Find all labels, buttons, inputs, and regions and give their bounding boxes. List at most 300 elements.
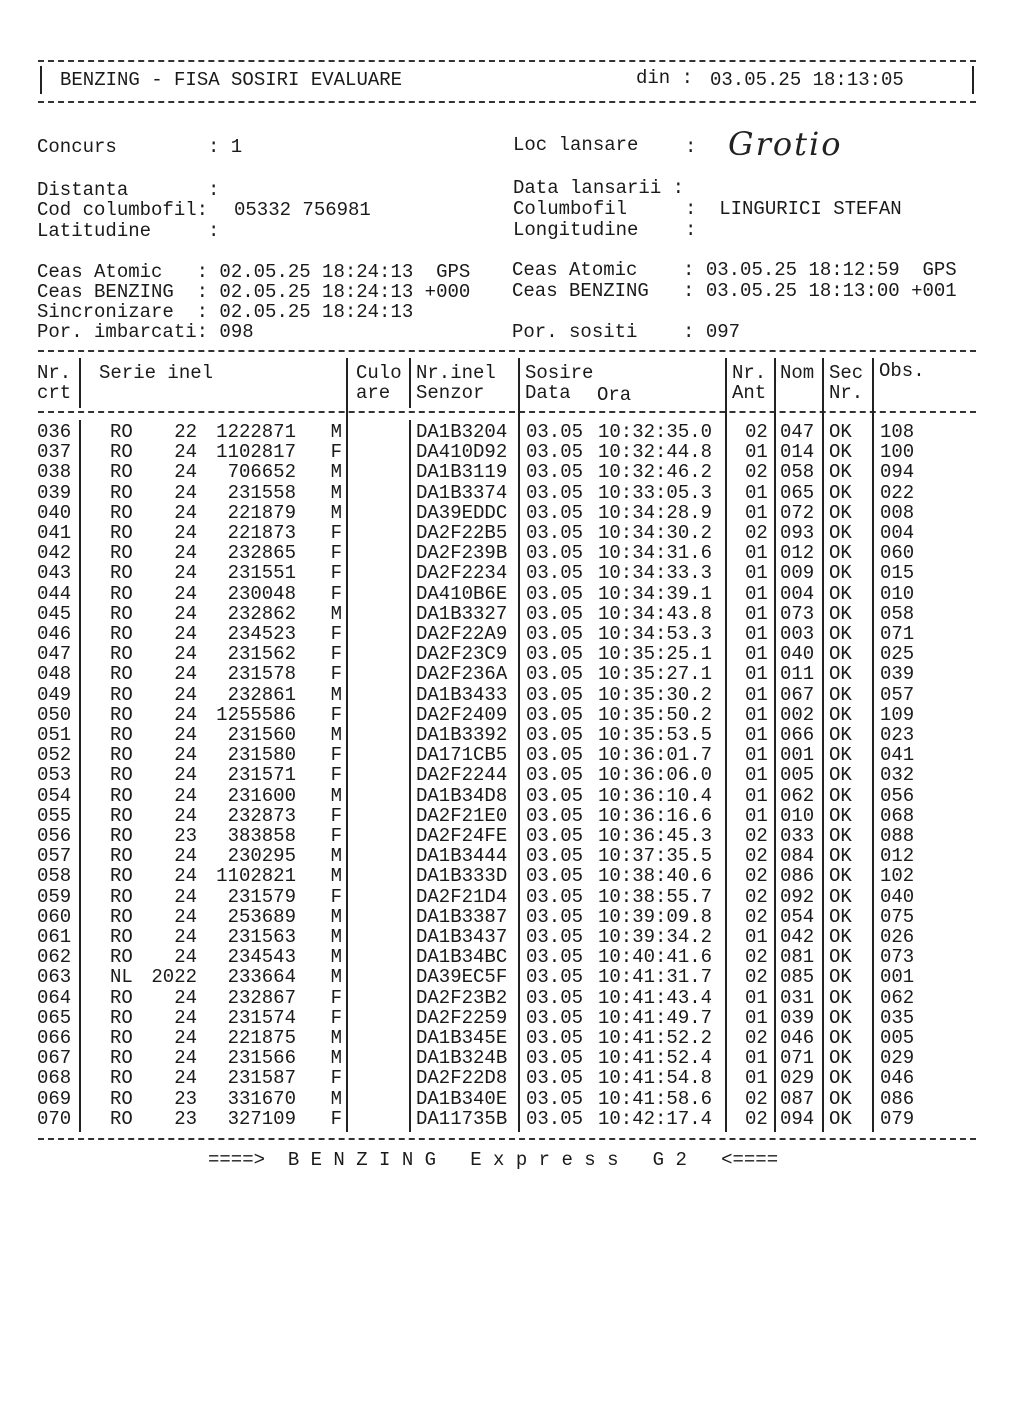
cell-sec: OK (829, 602, 852, 625)
cell-year: 24 (174, 1047, 197, 1070)
cell-obs: 088 (880, 825, 915, 847)
cell-nom: 054 (780, 905, 815, 928)
loc-lansare-sep: : (685, 136, 697, 158)
cell-country: RO (110, 946, 133, 969)
cell-time: 10:36:45.3 (598, 825, 713, 847)
col-separator (409, 358, 411, 408)
cell-date: 03.05 (526, 926, 584, 948)
cell-crt: 044 (37, 582, 72, 605)
cell-sex: F (330, 1107, 342, 1130)
cell-antenna: 02 (745, 905, 768, 928)
footer-brand: ====> B E N Z I N G E x p r e s s G 2 <==== (208, 1149, 779, 1171)
cell-sex: F (330, 663, 342, 686)
cell-obs: 040 (880, 885, 915, 908)
cell-sex: F (330, 885, 342, 908)
cell-obs: 071 (880, 623, 915, 645)
col-separator (346, 358, 348, 1132)
cell-ring-number: 231587 (227, 1067, 296, 1090)
cell-year: 24 (174, 885, 197, 908)
cell-nom: 085 (780, 966, 815, 989)
col-separator (872, 358, 874, 1132)
cell-ring-number: 1102821 (216, 865, 296, 888)
cell-crt: 065 (37, 1006, 72, 1029)
cell-country: RO (110, 865, 133, 888)
cell-country: RO (110, 441, 133, 464)
cell-sec: OK (829, 441, 852, 464)
cell-nom: 029 (780, 1067, 815, 1090)
cell-obs: 100 (880, 441, 915, 464)
col-separator (518, 358, 520, 1132)
cell-obs: 025 (880, 643, 915, 666)
cell-country: RO (110, 764, 133, 787)
cell-ring-number: 231571 (227, 764, 296, 787)
din-label: din : (636, 67, 694, 89)
cell-time: 10:36:01.7 (598, 744, 713, 767)
cell-country: RO (110, 542, 133, 565)
cell-nom: 066 (780, 724, 815, 746)
cell-year: 24 (174, 602, 197, 625)
cell-antenna: 02 (745, 825, 768, 847)
header-right-border (972, 66, 974, 94)
cell-sex: M (330, 946, 342, 969)
left-clock-line: Por. imbarcati: 098 (37, 321, 254, 343)
cell-date: 03.05 (526, 1027, 584, 1049)
cell-country: RO (110, 501, 133, 524)
cell-obs: 079 (880, 1107, 915, 1130)
col-separator (409, 420, 411, 1132)
cell-sensor: DA39EC5F (416, 966, 508, 989)
cell-crt: 070 (37, 1107, 72, 1130)
cell-crt: 049 (37, 683, 72, 706)
document-title: BENZING - FISA SOSIRI EVALUARE (60, 69, 403, 91)
cell-sensor: DA2F22A9 (416, 623, 508, 645)
cell-obs: 086 (880, 1087, 915, 1110)
cell-nom: 009 (780, 562, 815, 585)
cell-crt: 038 (37, 461, 72, 484)
cell-sensor: DA11735B (416, 1107, 508, 1130)
cell-sec: OK (829, 966, 852, 989)
cell-time: 10:32:44.8 (598, 441, 713, 464)
cell-sensor: DA2F239B (416, 542, 508, 565)
table-header-bottom-border (38, 411, 976, 413)
cell-country: RO (110, 663, 133, 686)
cell-ring-number: 383858 (227, 825, 296, 847)
cell-sex: F (330, 582, 342, 605)
cell-date: 03.05 (526, 1107, 584, 1130)
cell-obs: 109 (880, 703, 915, 726)
cell-ring-number: 233664 (227, 966, 296, 989)
cell-ring-number: 231551 (227, 562, 296, 585)
cell-ring-number: 1255586 (216, 703, 296, 726)
cell-date: 03.05 (526, 663, 584, 686)
cell-nom: 067 (780, 683, 815, 706)
cell-ring-number: 232865 (227, 542, 296, 565)
concurs-value: : 1 (208, 136, 243, 158)
cell-time: 10:37:35.5 (598, 845, 713, 868)
cell-antenna: 01 (745, 441, 768, 464)
cell-crt: 036 (37, 421, 72, 443)
cell-antenna: 01 (745, 784, 768, 807)
cell-year: 24 (174, 865, 197, 888)
cell-time: 10:32:46.2 (598, 461, 713, 484)
cell-crt: 048 (37, 663, 72, 686)
cell-time: 10:34:31.6 (598, 542, 713, 565)
cell-time: 10:41:43.4 (598, 986, 713, 1009)
cell-country: RO (110, 602, 133, 625)
cell-time: 10:41:52.4 (598, 1047, 713, 1070)
latitudine-value: : (208, 220, 220, 242)
cell-time: 10:36:06.0 (598, 764, 713, 787)
cell-date: 03.05 (526, 804, 584, 827)
col-header-nom: Nom (780, 362, 815, 384)
cell-obs: 023 (880, 724, 915, 746)
cell-year: 24 (174, 683, 197, 706)
cell-country: RO (110, 703, 133, 726)
cell-nom: 039 (780, 1006, 815, 1029)
cell-sex: F (330, 804, 342, 827)
cell-nom: 073 (780, 602, 815, 625)
cell-country: RO (110, 1067, 133, 1090)
cell-sec: OK (829, 946, 852, 969)
cell-nom: 093 (780, 522, 815, 544)
cell-year: 24 (174, 663, 197, 686)
cell-country: NL (110, 966, 133, 989)
cell-country: RO (110, 1006, 133, 1029)
cell-obs: 005 (880, 1027, 915, 1049)
cell-date: 03.05 (526, 461, 584, 484)
cell-date: 03.05 (526, 1047, 584, 1070)
cell-nom: 003 (780, 623, 815, 645)
cell-year: 24 (174, 441, 197, 464)
cell-nom: 040 (780, 643, 815, 666)
cell-nom: 071 (780, 1047, 815, 1070)
cell-time: 10:34:39.1 (598, 582, 713, 605)
cell-year: 24 (174, 522, 197, 544)
cell-date: 03.05 (526, 784, 584, 807)
col-header-nrinel: Nr.inel (416, 362, 496, 384)
loc-lansare-handwritten: Grotio (728, 125, 843, 163)
cell-sensor: DA410B6E (416, 582, 508, 605)
cell-sex: F (330, 562, 342, 585)
cell-time: 10:35:50.2 (598, 703, 713, 726)
col-separator (774, 358, 776, 1132)
cell-antenna: 01 (745, 501, 768, 524)
cell-antenna: 01 (745, 1006, 768, 1029)
cell-obs: 102 (880, 865, 915, 888)
cell-date: 03.05 (526, 683, 584, 706)
col-header-are: are (356, 382, 391, 404)
cell-ring-number: 232867 (227, 986, 296, 1009)
cell-sensor: DA1B3119 (416, 461, 508, 484)
cell-time: 10:35:53.5 (598, 724, 713, 746)
cell-time: 10:35:27.1 (598, 663, 713, 686)
cell-crt: 040 (37, 501, 72, 524)
cell-obs: 056 (880, 784, 915, 807)
cell-year: 24 (174, 582, 197, 605)
cell-obs: 073 (880, 946, 915, 969)
cell-sensor: DA1B3374 (416, 481, 508, 504)
cell-crt: 061 (37, 926, 72, 948)
cell-nom: 081 (780, 946, 815, 969)
cod-columbofil-value: 05332 756981 (234, 199, 371, 221)
cell-nom: 046 (780, 1027, 815, 1049)
cell-obs: 010 (880, 582, 915, 605)
din-value: 03.05.25 18:13:05 (710, 69, 904, 91)
cell-date: 03.05 (526, 703, 584, 726)
cell-nom: 033 (780, 825, 815, 847)
cell-antenna: 02 (745, 421, 768, 443)
cell-sex: F (330, 542, 342, 565)
cell-crt: 064 (37, 986, 72, 1009)
cell-country: RO (110, 421, 133, 443)
cell-sex: F (330, 986, 342, 1009)
cell-antenna: 01 (745, 986, 768, 1009)
cell-sensor: DA2F23B2 (416, 986, 508, 1009)
cell-antenna: 01 (745, 1047, 768, 1070)
cell-ring-number: 1102817 (216, 441, 296, 464)
cell-obs: 008 (880, 501, 915, 524)
cell-ring-number: 221875 (227, 1027, 296, 1049)
cell-obs: 058 (880, 602, 915, 625)
cell-sensor: DA1B34D8 (416, 784, 508, 807)
col-separator (822, 358, 824, 1132)
cell-date: 03.05 (526, 602, 584, 625)
cell-nom: 084 (780, 845, 815, 868)
cell-country: RO (110, 683, 133, 706)
cell-crt: 059 (37, 885, 72, 908)
cell-country: RO (110, 1087, 133, 1110)
cell-sex: F (330, 764, 342, 787)
cell-sensor: DA1B345E (416, 1027, 508, 1049)
cell-antenna: 02 (745, 865, 768, 888)
cell-sec: OK (829, 744, 852, 767)
col-header-culo: Culo (356, 362, 402, 384)
cell-sec: OK (829, 1027, 852, 1049)
cell-country: RO (110, 804, 133, 827)
cell-antenna: 01 (745, 623, 768, 645)
cell-antenna: 02 (745, 885, 768, 908)
header-left-border (40, 66, 42, 94)
distanta-value: : (208, 179, 220, 201)
cell-antenna: 01 (745, 602, 768, 625)
cell-time: 10:34:53.3 (598, 623, 713, 645)
cell-obs: 062 (880, 986, 915, 1009)
cell-obs: 029 (880, 1047, 915, 1070)
cell-sex: M (330, 421, 342, 443)
cell-obs: 001 (880, 966, 915, 989)
header-top-border (38, 60, 976, 62)
cell-antenna: 01 (745, 542, 768, 565)
cell-country: RO (110, 643, 133, 666)
longitudine-label: Longitudine (513, 219, 639, 241)
cell-ring-number: 232861 (227, 683, 296, 706)
cell-sex: M (330, 845, 342, 868)
cell-year: 24 (174, 1006, 197, 1029)
cell-country: RO (110, 845, 133, 868)
col-header-ora: Ora (597, 384, 632, 406)
cell-year: 24 (174, 986, 197, 1009)
cell-time: 10:41:52.2 (598, 1027, 713, 1049)
cell-sec: OK (829, 1107, 852, 1130)
cell-sec: OK (829, 623, 852, 645)
cell-sex: M (330, 683, 342, 706)
cell-sensor: DA1B3204 (416, 421, 508, 443)
cell-date: 03.05 (526, 522, 584, 544)
cell-year: 2022 (151, 966, 197, 989)
cell-sec: OK (829, 905, 852, 928)
cell-time: 10:36:10.4 (598, 784, 713, 807)
cell-year: 24 (174, 481, 197, 504)
cell-year: 24 (174, 461, 197, 484)
cell-crt: 054 (37, 784, 72, 807)
cell-crt: 045 (37, 602, 72, 625)
col-header-sec: Sec (829, 362, 864, 384)
columbofil-label: Columbofil (513, 198, 628, 220)
cell-year: 24 (174, 804, 197, 827)
col-header-sosire: Sosire (525, 362, 594, 384)
cell-year: 23 (174, 825, 197, 847)
left-clock-line: Ceas Atomic : 02.05.25 18:24:13 GPS (37, 261, 471, 283)
cell-ring-number: 232873 (227, 804, 296, 827)
cell-antenna: 02 (745, 845, 768, 868)
cell-sensor: DA2F23C9 (416, 643, 508, 666)
cell-country: RO (110, 623, 133, 645)
cell-sensor: DA1B3327 (416, 602, 508, 625)
cell-obs: 075 (880, 905, 915, 928)
right-clock-line: Ceas BENZING : 03.05.25 18:13:00 +001 (512, 280, 957, 302)
cell-year: 24 (174, 1027, 197, 1049)
cell-crt: 067 (37, 1047, 72, 1070)
col-header-serie: Serie inel (99, 362, 214, 384)
cell-sex: M (330, 602, 342, 625)
cell-ring-number: 234523 (227, 623, 296, 645)
cell-year: 24 (174, 724, 197, 746)
cell-year: 24 (174, 703, 197, 726)
cell-date: 03.05 (526, 1067, 584, 1090)
cell-sensor: DA1B324B (416, 1047, 508, 1070)
cell-nom: 002 (780, 703, 815, 726)
cell-sec: OK (829, 986, 852, 1009)
cell-sensor: DA2F21D4 (416, 885, 508, 908)
cell-sec: OK (829, 421, 852, 443)
cell-crt: 052 (37, 744, 72, 767)
cell-nom: 011 (780, 663, 815, 686)
cell-date: 03.05 (526, 421, 584, 443)
cell-year: 24 (174, 562, 197, 585)
cell-sensor: DA1B34BC (416, 946, 508, 969)
cell-antenna: 01 (745, 582, 768, 605)
cell-nom: 005 (780, 764, 815, 787)
cell-sec: OK (829, 643, 852, 666)
cell-nom: 094 (780, 1107, 815, 1130)
cell-sec: OK (829, 764, 852, 787)
cell-antenna: 01 (745, 804, 768, 827)
col-header-nr: Nr. (37, 362, 72, 384)
cell-sec: OK (829, 885, 852, 908)
cell-year: 24 (174, 946, 197, 969)
cell-ring-number: 221879 (227, 501, 296, 524)
cell-nom: 001 (780, 744, 815, 767)
cell-sex: M (330, 724, 342, 746)
cell-year: 23 (174, 1107, 197, 1130)
cell-sec: OK (829, 501, 852, 524)
cell-year: 24 (174, 905, 197, 928)
cell-country: RO (110, 784, 133, 807)
cell-date: 03.05 (526, 865, 584, 888)
cell-ring-number: 230295 (227, 845, 296, 868)
cell-antenna: 02 (745, 1027, 768, 1049)
cell-year: 24 (174, 643, 197, 666)
cell-nom: 014 (780, 441, 815, 464)
cell-crt: 046 (37, 623, 72, 645)
cell-sensor: DA2F2234 (416, 562, 508, 585)
cell-country: RO (110, 461, 133, 484)
cell-crt: 063 (37, 966, 72, 989)
cell-sec: OK (829, 703, 852, 726)
cell-obs: 039 (880, 663, 915, 686)
cell-antenna: 02 (745, 1087, 768, 1110)
cell-country: RO (110, 885, 133, 908)
col-header-senzor: Senzor (416, 382, 485, 404)
cell-year: 24 (174, 845, 197, 868)
cell-date: 03.05 (526, 582, 584, 605)
cell-antenna: 02 (745, 946, 768, 969)
cell-antenna: 02 (745, 1107, 768, 1130)
right-clock-line: Ceas Atomic : 03.05.25 18:12:59 GPS (512, 259, 957, 281)
cell-obs: 046 (880, 1067, 915, 1090)
cell-sex: M (330, 501, 342, 524)
cell-nom: 072 (780, 501, 815, 524)
cell-sec: OK (829, 865, 852, 888)
cell-sex: F (330, 522, 342, 544)
cell-ring-number: 253689 (227, 905, 296, 928)
cell-time: 10:36:16.6 (598, 804, 713, 827)
cell-sec: OK (829, 825, 852, 847)
cell-sec: OK (829, 804, 852, 827)
cell-antenna: 01 (745, 1067, 768, 1090)
cell-crt: 069 (37, 1087, 72, 1110)
cell-sec: OK (829, 582, 852, 605)
cell-sensor: DA1B3444 (416, 845, 508, 868)
cell-antenna: 02 (745, 522, 768, 544)
cell-sensor: DA2F22D8 (416, 1067, 508, 1090)
table-bottom-border (38, 1138, 976, 1140)
left-clock-line: Ceas BENZING : 02.05.25 18:24:13 +000 (37, 281, 471, 303)
cell-obs: 068 (880, 804, 915, 827)
cell-sex: M (330, 905, 342, 928)
cell-sensor: DA39EDDC (416, 501, 508, 524)
cell-obs: 041 (880, 744, 915, 767)
distanta-label: Distanta (37, 179, 129, 201)
cell-country: RO (110, 926, 133, 948)
cell-time: 10:40:41.6 (598, 946, 713, 969)
cod-columbofil-label: Cod columbofil: (37, 199, 209, 221)
cell-time: 10:33:05.3 (598, 481, 713, 504)
cell-time: 10:42:17.4 (598, 1107, 713, 1130)
cell-sensor: DA1B3437 (416, 926, 508, 948)
cell-time: 10:34:43.8 (598, 602, 713, 625)
loc-lansare-label: Loc lansare (513, 134, 639, 156)
cell-crt: 042 (37, 542, 72, 565)
cell-sec: OK (829, 1067, 852, 1090)
longitudine-value: : (685, 219, 697, 241)
cell-obs: 108 (880, 421, 915, 443)
cell-country: RO (110, 905, 133, 928)
cell-sex: M (330, 481, 342, 504)
cell-date: 03.05 (526, 501, 584, 524)
cell-year: 24 (174, 784, 197, 807)
cell-time: 10:39:34.2 (598, 926, 713, 948)
